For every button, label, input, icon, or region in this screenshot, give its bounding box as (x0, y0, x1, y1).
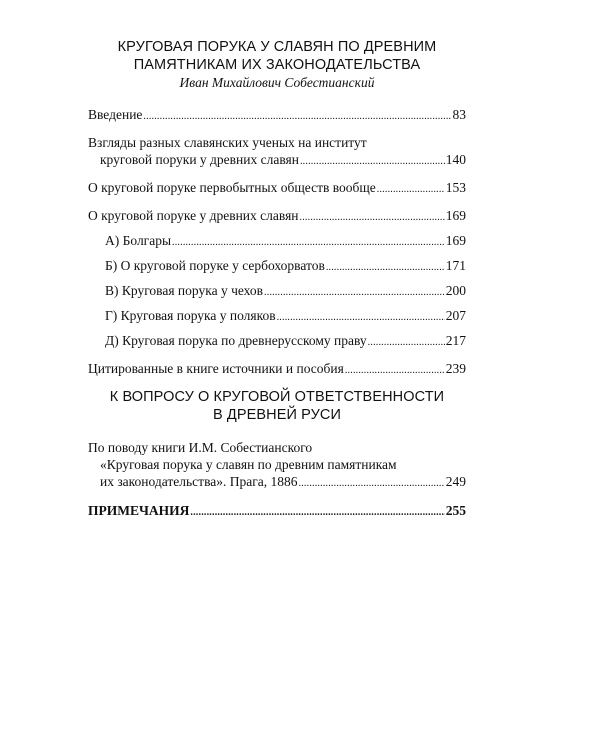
toc-leader-dots (300, 153, 445, 170)
toc-entry-title: Введение (88, 107, 143, 122)
toc-entry-page: 200 (445, 283, 466, 298)
toc-leader-dots (172, 234, 445, 251)
toc-entry-title-line1: Взгляды разных славянских ученых на институт (88, 135, 367, 150)
toc-entry-title: О круговой поруке первобытных обществ вообще (88, 180, 376, 195)
toc-entry-poles[interactable] (88, 307, 466, 326)
toc-entry-page: 169 (445, 208, 466, 223)
toc-leader-dots (277, 309, 445, 326)
toc-entry-title-line2: «Круговая порука у славян по древним памятникам (100, 457, 397, 472)
toc-entry-title: ПРИМЕЧАНИЯ (88, 503, 190, 518)
toc-entry-title: О круговой поруке у древних славян (88, 208, 299, 223)
toc-entry-title: В) Круговая порука у чехов (105, 283, 264, 298)
toc-entry-title-line2: круговой поруки у древних славян (100, 152, 299, 167)
toc-entry-sources[interactable] (88, 360, 466, 379)
toc-leader-dots (190, 504, 444, 521)
toc-entry-title: Б) О круговой поруке у сербохорватов (105, 258, 325, 273)
toc-entry-title: Цитированные в книге источники и пособия (88, 361, 344, 376)
part2-title-line1: К ВОПРОСУ О КРУГОВОЙ ОТВЕТСТВЕННОСТИ (109, 389, 445, 405)
toc-leader-dots (143, 108, 451, 125)
part2-title-line2: В ДРЕВНЕЙ РУСИ (213, 407, 341, 423)
toc-entry-notes[interactable] (88, 502, 466, 521)
part2-toc (88, 439, 466, 521)
toc-entry-title-line1: По поводу книги И.М. Собестианского (88, 440, 313, 455)
part1-author: Иван Михайлович Собестианский (179, 75, 375, 90)
part1-toc (88, 106, 466, 379)
toc-entry-ancient-slavs[interactable] (88, 207, 466, 226)
toc-entry-old-russian-law[interactable] (88, 332, 466, 351)
toc-entry-introduction[interactable] (88, 106, 466, 125)
toc-leader-dots (300, 209, 445, 226)
toc-entry-views[interactable] (88, 134, 466, 170)
toc-entry-serbocroats[interactable] (88, 257, 466, 276)
toc-entry-bulgarians[interactable] (88, 232, 466, 251)
toc-entry-page: 83 (452, 107, 466, 122)
toc-entry-page: 169 (445, 233, 466, 248)
toc-entry-page: 171 (445, 258, 466, 273)
toc-entry-page: 217 (445, 333, 466, 348)
toc-leader-dots (326, 259, 445, 276)
part1-title-line1: КРУГОВАЯ ПОРУКА У СЛАВЯН ПО ДРЕВНИМ (117, 39, 437, 55)
toc-entry-page: 140 (445, 152, 466, 167)
toc-entry-title-line2-row (88, 151, 466, 170)
toc-entry-page: 239 (445, 361, 466, 376)
toc-entry-title: Г) Круговая порука у поляков (105, 308, 276, 323)
toc-entry-primitive-societies[interactable] (88, 179, 466, 198)
toc-entry-czechs[interactable] (88, 282, 466, 301)
toc-leader-dots (368, 334, 445, 351)
part1-header (88, 38, 466, 91)
toc-entry-review[interactable] (88, 439, 466, 492)
toc-entry-title-line3: их законодательства». Прага, 1886 (100, 474, 298, 489)
toc-entry-page: 249 (445, 474, 466, 489)
toc-entry-page: 153 (445, 180, 466, 195)
toc-entry-page: 207 (445, 308, 466, 323)
toc-entry-title: Д) Круговая порука по древнерусскому праву (105, 333, 367, 348)
part2-header (88, 388, 466, 424)
table-of-contents-page (88, 38, 466, 521)
toc-leader-dots (264, 284, 445, 301)
toc-entry-title-line3-row (88, 473, 466, 492)
toc-leader-dots (299, 475, 445, 492)
toc-leader-dots (377, 181, 445, 198)
toc-entry-title: А) Болгары (105, 233, 172, 248)
part1-title-line2: ПАМЯТНИКАМ ИХ ЗАКОНОДАТЕЛЬСТВА (133, 57, 421, 73)
toc-entry-page: 255 (445, 503, 466, 518)
toc-leader-dots (345, 362, 445, 379)
